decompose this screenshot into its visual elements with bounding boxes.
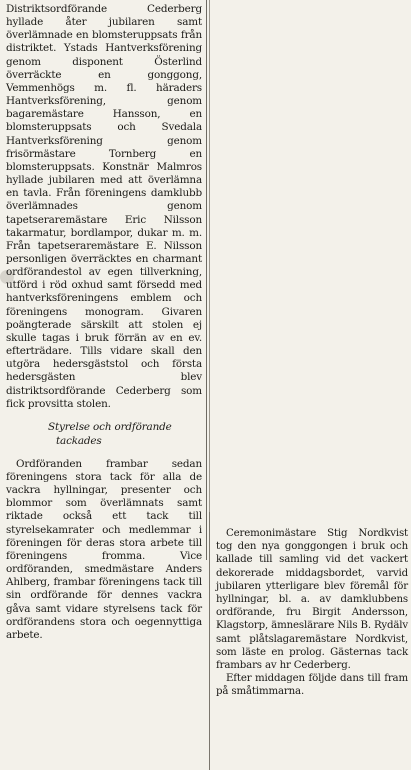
left-column [6, 3, 202, 642]
article-paragraph: Efter middagen följde dans till fram på småtimmarna. [216, 673, 408, 698]
subheading-line: Styrelse och ordförande [48, 420, 172, 433]
article-paragraph: Ceremonimästare Stig Nordkvist tog den nya gonggongen i bruk och kallade till samling vid det vackert dekorerade middagsbordet, varvid jubilaren ytterligare blev föremål för hyllningar, bl. a. av damklubbens ordförande, fru Birgit Andersson, Klagstorp, ämneslärare Nils B. Rydälv samt plåtslagaremästare Nordkvist, som läste en prolog. Gästernas tack frambars av hr Cederberg. [216, 528, 408, 672]
column-rule [206, 0, 207, 560]
article-subheading [6, 420, 202, 448]
article-paragraph: Distriktsordförande Cederberg hyllade åter jubilaren samt överlämnade en blomsteruppsats från distriktet. Ystads Hantverksförening genom disponent Österlind överräckte en gonggong, Vemmenhögs m. fl. häraders Hantverksförening, genom bagaremästare Hansson, en blomsteruppsats och Svedala Hantverksförening genom frisörmästare Tornberg en blomsteruppsats. Konstnär Malmros hyllade jubilaren med att överlämna en tavla. Från föreningens damklubb överlämnades genom tapetseraremästare Eric Nilsson takarmatur, bordlampor, dukar m. m. Från tapetseraremästare E. Nilsson personligen överräcktes en charmant ordförandestol av egen tillverkning, utförd i röd oxhud samt försedd med hantverksföreningens emblem och föreningens monogram. Givaren poängterade särskilt att stolen ej skulle tagas i bruk förrän av en ev. efterträdare. Tills vidare skall den utgöra hedersgäststol och första hedersgästen blev distriktsordförande Cederberg som fick provsitta stolen. [6, 3, 202, 410]
right-column [216, 527, 408, 699]
article-paragraph: Ordföranden frambar sedan föreningens stora tack för alla de vackra hyllningar, presenter och blommor som överlämnats samt riktade också ett tack till styrelsekamrater och medlemmar i föreningen för deras stora arbete till föreningens fromma. Vice ordföranden, smedmästare Anders Ahlberg, frambar föreningens tack till sin ordförande för dennes vackra gåva samt vidare styrelsens tack för ordförandens stora och oegennyttiga arbete. [6, 457, 202, 641]
column-rule-lower [209, 512, 210, 770]
column-rule-secondary [209, 0, 210, 560]
subheading-line: tackades [56, 434, 102, 447]
